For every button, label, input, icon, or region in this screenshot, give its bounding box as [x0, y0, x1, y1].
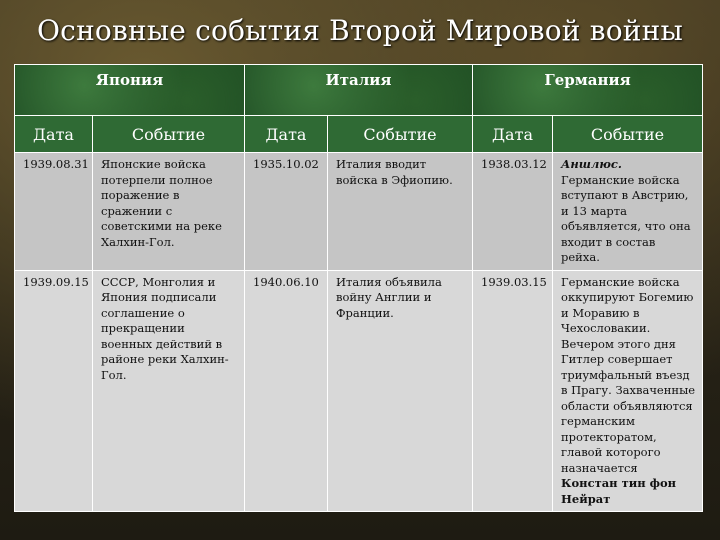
person-name: Констан тин фон Нейрат: [561, 476, 677, 506]
germany-event-text: Германские войска вступают в Австрию, и 13 марта объявляется, что она входит в состав рейха.: [561, 172, 691, 264]
italy-date-cell: 1935.10.02: [245, 153, 328, 271]
page-title: Основные события Второй Мировой войны: [37, 14, 683, 47]
table-row: [15, 270, 703, 512]
column-header-event: Событие: [93, 116, 245, 153]
japan-event-cell: СССР, Монголия и Япония подписали соглашение о прекращении военных действий в районе реки Халхин-Гол.: [93, 270, 245, 512]
group-header-germany: Германия: [473, 65, 703, 116]
germany-event-cell: [553, 153, 703, 271]
italy-event-cell: Италия объявила войну Англии и Франции.: [328, 270, 473, 512]
country-header-row: [15, 65, 703, 116]
japan-date-cell: 1939.09.15: [15, 270, 93, 512]
japan-date-cell: 1939.08.31: [15, 153, 93, 271]
column-header-date: Дата: [15, 116, 93, 153]
table-row: [15, 153, 703, 271]
column-header-row: [15, 116, 703, 153]
italy-event-cell: Италия вводит войска в Эфиопию.: [328, 153, 473, 271]
column-header-date: Дата: [245, 116, 328, 153]
events-table: [14, 64, 703, 512]
germany-date-cell: 1938.03.12: [473, 153, 553, 271]
germany-event-cell: [553, 270, 703, 512]
japan-event-cell: Японские войска потерпели полное поражение в сражении с советскими на реке Халхин-Гол.: [93, 153, 245, 271]
column-header-event: Событие: [328, 116, 473, 153]
anschluss-term: Аншлюс.: [561, 157, 622, 171]
group-header-italy: Италия: [245, 65, 473, 116]
column-header-date: Дата: [473, 116, 553, 153]
italy-date-cell: 1940.06.10: [245, 270, 328, 512]
column-header-event: Событие: [553, 116, 703, 153]
group-header-japan: Япония: [15, 65, 245, 116]
germany-event-text: Германские войска оккупируют Богемию и Моравию в Чехословакии. Вечером этого дня Гитлер совершает триумфальный въезд в Прагу. Захваченные области объявляются германским протекторатом, главой которого назначается: [561, 274, 696, 475]
germany-date-cell: 1939.03.15: [473, 270, 553, 512]
